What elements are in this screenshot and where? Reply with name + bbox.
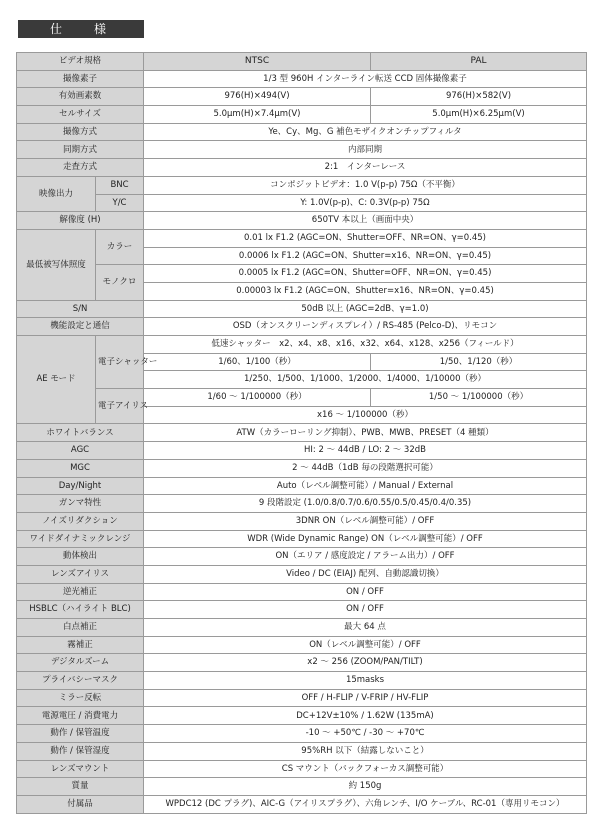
row-value: 50dB 以上 (AGC=2dB、γ=1.0) bbox=[144, 300, 587, 318]
ntsc-header: NTSC bbox=[144, 53, 371, 71]
row-value: WPDC12 (DC プラグ)、AIC-G（アイリスプラグ）、六角レンチ、I/O ケーブル、RC-01（専用リモコン） bbox=[144, 795, 587, 813]
table-row bbox=[17, 229, 587, 247]
row-label: 撮像方式 bbox=[17, 123, 144, 141]
row-label: 動作 / 保管温度 bbox=[17, 725, 144, 743]
sub-label: BNC bbox=[96, 176, 144, 194]
row-value: x2 〜 256 (ZOOM/PAN/TILT) bbox=[144, 654, 587, 672]
row-label: MGC bbox=[17, 459, 144, 477]
ntsc-value: 1/60 〜 1/100000（秒） bbox=[144, 389, 371, 407]
row-value: 0.0005 lx F1.2 (AGC=ON、Shutter=OFF、NR=ON、γ=0.45) bbox=[144, 265, 587, 283]
row-value: 1/250、1/500、1/1000、1/2000、1/4000、1/10000（秒） bbox=[144, 371, 587, 389]
row-value: 3DNR ON（レベル調整可能）/ OFF bbox=[144, 512, 587, 530]
row-value: Video / DC (EIAJ) 配列、自動認識切換） bbox=[144, 565, 587, 583]
row-value: 内部同期 bbox=[144, 141, 587, 159]
row-label: ミラー反転 bbox=[17, 689, 144, 707]
table-row bbox=[17, 619, 587, 637]
table-row bbox=[17, 601, 587, 619]
table-row bbox=[17, 318, 587, 336]
row-label: 質量 bbox=[17, 778, 144, 796]
row-label: 白点補正 bbox=[17, 619, 144, 637]
row-label: 映像出力 bbox=[17, 176, 96, 211]
table-row bbox=[17, 689, 587, 707]
table-row bbox=[17, 176, 587, 194]
row-label: 電源電圧 / 消費電力 bbox=[17, 707, 144, 725]
table-row bbox=[17, 265, 587, 283]
table-row bbox=[17, 300, 587, 318]
table-row bbox=[17, 654, 587, 672]
spec-table bbox=[16, 52, 587, 814]
table-row bbox=[17, 477, 587, 495]
table-row bbox=[17, 106, 587, 124]
table-row bbox=[17, 459, 587, 477]
row-value: CS マウント（バックフォーカス調整可能） bbox=[144, 760, 587, 778]
sub-label: モノクロ bbox=[96, 265, 144, 300]
row-label: 動作 / 保管湿度 bbox=[17, 742, 144, 760]
row-value: ON / OFF bbox=[144, 583, 587, 601]
row-label: デジタルズーム bbox=[17, 654, 144, 672]
table-row bbox=[17, 159, 587, 177]
row-value: ON（レベル調整可能）/ OFF bbox=[144, 636, 587, 654]
row-label: ビデオ規格 bbox=[17, 53, 144, 71]
row-value: 2 〜 44dB（1dB 毎の段階選択可能） bbox=[144, 459, 587, 477]
row-value: -10 〜 +50℃ / -30 〜 +70℃ bbox=[144, 725, 587, 743]
table-row bbox=[17, 672, 587, 690]
sub-label: 電子アイリス bbox=[96, 389, 144, 424]
table-row bbox=[17, 70, 587, 88]
ntsc-value: 976(H)×494(V) bbox=[144, 88, 371, 106]
table-row bbox=[17, 636, 587, 654]
row-value: 15masks bbox=[144, 672, 587, 690]
row-value: 0.0006 lx F1.2 (AGC=ON、Shutter=x16、NR=ON、γ=0.45) bbox=[144, 247, 587, 265]
row-label: 霧補正 bbox=[17, 636, 144, 654]
row-label: 動体検出 bbox=[17, 548, 144, 566]
table-row bbox=[17, 53, 587, 71]
row-value: 0.00003 lx F1.2 (AGC=ON、Shutter=x16、NR=ON、γ=0.45) bbox=[144, 282, 587, 300]
row-label: 有効画素数 bbox=[17, 88, 144, 106]
row-value: Auto（レベル調整可能）/ Manual / External bbox=[144, 477, 587, 495]
row-label: 解像度 (H) bbox=[17, 212, 144, 230]
table-row bbox=[17, 725, 587, 743]
table-row bbox=[17, 530, 587, 548]
pal-value: 1/50、1/120（秒） bbox=[371, 353, 587, 371]
table-row bbox=[17, 212, 587, 230]
table-row bbox=[17, 442, 587, 460]
row-value: 95%RH 以下（結露しないこと） bbox=[144, 742, 587, 760]
table-row bbox=[17, 565, 587, 583]
table-row bbox=[17, 495, 587, 513]
table-row bbox=[17, 795, 587, 813]
table-row bbox=[17, 141, 587, 159]
row-label: 付属品 bbox=[17, 795, 144, 813]
row-label: 同期方式 bbox=[17, 141, 144, 159]
row-label: 機能設定と通信 bbox=[17, 318, 144, 336]
pal-header: PAL bbox=[371, 53, 587, 71]
row-value: OSD（オンスクリーンディスプレイ）/ RS-485 (Pelco-D)、リモコン bbox=[144, 318, 587, 336]
spec-title: 仕 様 bbox=[18, 20, 144, 38]
table-row bbox=[17, 583, 587, 601]
row-value: 低速シャッター x2、x4、x8、x16、x32、x64、x128、x256（フィールド） bbox=[144, 336, 587, 354]
table-row bbox=[17, 742, 587, 760]
row-value: Ye、Cy、Mg、G 補色モザイクオンチップフィルタ bbox=[144, 123, 587, 141]
row-label: 最低被写体照度 bbox=[17, 229, 96, 300]
row-value: 650TV 本以上（画面中央） bbox=[144, 212, 587, 230]
row-label: Day/Night bbox=[17, 477, 144, 495]
row-label: レンズアイリス bbox=[17, 565, 144, 583]
row-label: ワイドダイナミックレンジ bbox=[17, 530, 144, 548]
row-value: ATW（カラーローリング抑制）、PWB、MWB、PRESET（4 種類） bbox=[144, 424, 587, 442]
row-value: 1/3 型 960H インターライン転送 CCD 固体撮像素子 bbox=[144, 70, 587, 88]
table-row bbox=[17, 389, 587, 407]
table-row bbox=[17, 424, 587, 442]
table-row bbox=[17, 512, 587, 530]
table-row bbox=[17, 548, 587, 566]
table-row bbox=[17, 760, 587, 778]
row-label: ノイズリダクション bbox=[17, 512, 144, 530]
row-label: セルサイズ bbox=[17, 106, 144, 124]
row-label: HSBLC（ハイライト BLC) bbox=[17, 601, 144, 619]
row-value: コンポジットビデオ：1.0 V(p-p) 75Ω（不平衡） bbox=[144, 176, 587, 194]
row-label: AE モード bbox=[17, 336, 96, 424]
row-label: プライバシーマスク bbox=[17, 672, 144, 690]
row-value: WDR (Wide Dynamic Range) ON（レベル調整可能）/ OFF bbox=[144, 530, 587, 548]
row-value: 約 150g bbox=[144, 778, 587, 796]
row-label: レンズマウント bbox=[17, 760, 144, 778]
row-value: 9 段階設定 (1.0/0.8/0.7/0.6/0.55/0.5/0.45/0.4/0.35) bbox=[144, 495, 587, 513]
pal-value: 5.0μm(H)×6.25μm(V) bbox=[371, 106, 587, 124]
row-label: S/N bbox=[17, 300, 144, 318]
row-value: HI: 2 〜 44dB / LO: 2 〜 32dB bbox=[144, 442, 587, 460]
sub-label: Y/C bbox=[96, 194, 144, 212]
row-value: 2:1 インターレース bbox=[144, 159, 587, 177]
ntsc-value: 1/60、1/100（秒） bbox=[144, 353, 371, 371]
table-row bbox=[17, 194, 587, 212]
row-value: OFF / H-FLIP / V-FRIP / HV-FLIP bbox=[144, 689, 587, 707]
row-label: AGC bbox=[17, 442, 144, 460]
row-value: 0.01 lx F1.2 (AGC=ON、Shutter=OFF、NR=ON、γ=0.45) bbox=[144, 229, 587, 247]
sub-label: 電子シャッター bbox=[96, 336, 144, 389]
table-row bbox=[17, 123, 587, 141]
row-label: ホワイトバランス bbox=[17, 424, 144, 442]
table-row bbox=[17, 88, 587, 106]
row-label: 走査方式 bbox=[17, 159, 144, 177]
row-label: 撮像素子 bbox=[17, 70, 144, 88]
row-label: 逆光補正 bbox=[17, 583, 144, 601]
row-value: x16 〜 1/100000（秒） bbox=[144, 406, 587, 424]
table-row bbox=[17, 336, 587, 354]
sub-label: カラー bbox=[96, 229, 144, 264]
row-value: ON（エリア / 感度設定 / アラーム出力）/ OFF bbox=[144, 548, 587, 566]
pal-value: 1/50 〜 1/100000（秒） bbox=[371, 389, 587, 407]
row-label: ガンマ特性 bbox=[17, 495, 144, 513]
row-value: DC+12V±10% / 1.62W (135mA) bbox=[144, 707, 587, 725]
table-row bbox=[17, 707, 587, 725]
table-row bbox=[17, 778, 587, 796]
row-value: Y: 1.0V(p-p)、C: 0.3V(p-p) 75Ω bbox=[144, 194, 587, 212]
ntsc-value: 5.0μm(H)×7.4μm(V) bbox=[144, 106, 371, 124]
row-value: 最大 64 点 bbox=[144, 619, 587, 637]
pal-value: 976(H)×582(V) bbox=[371, 88, 587, 106]
row-value: ON / OFF bbox=[144, 601, 587, 619]
